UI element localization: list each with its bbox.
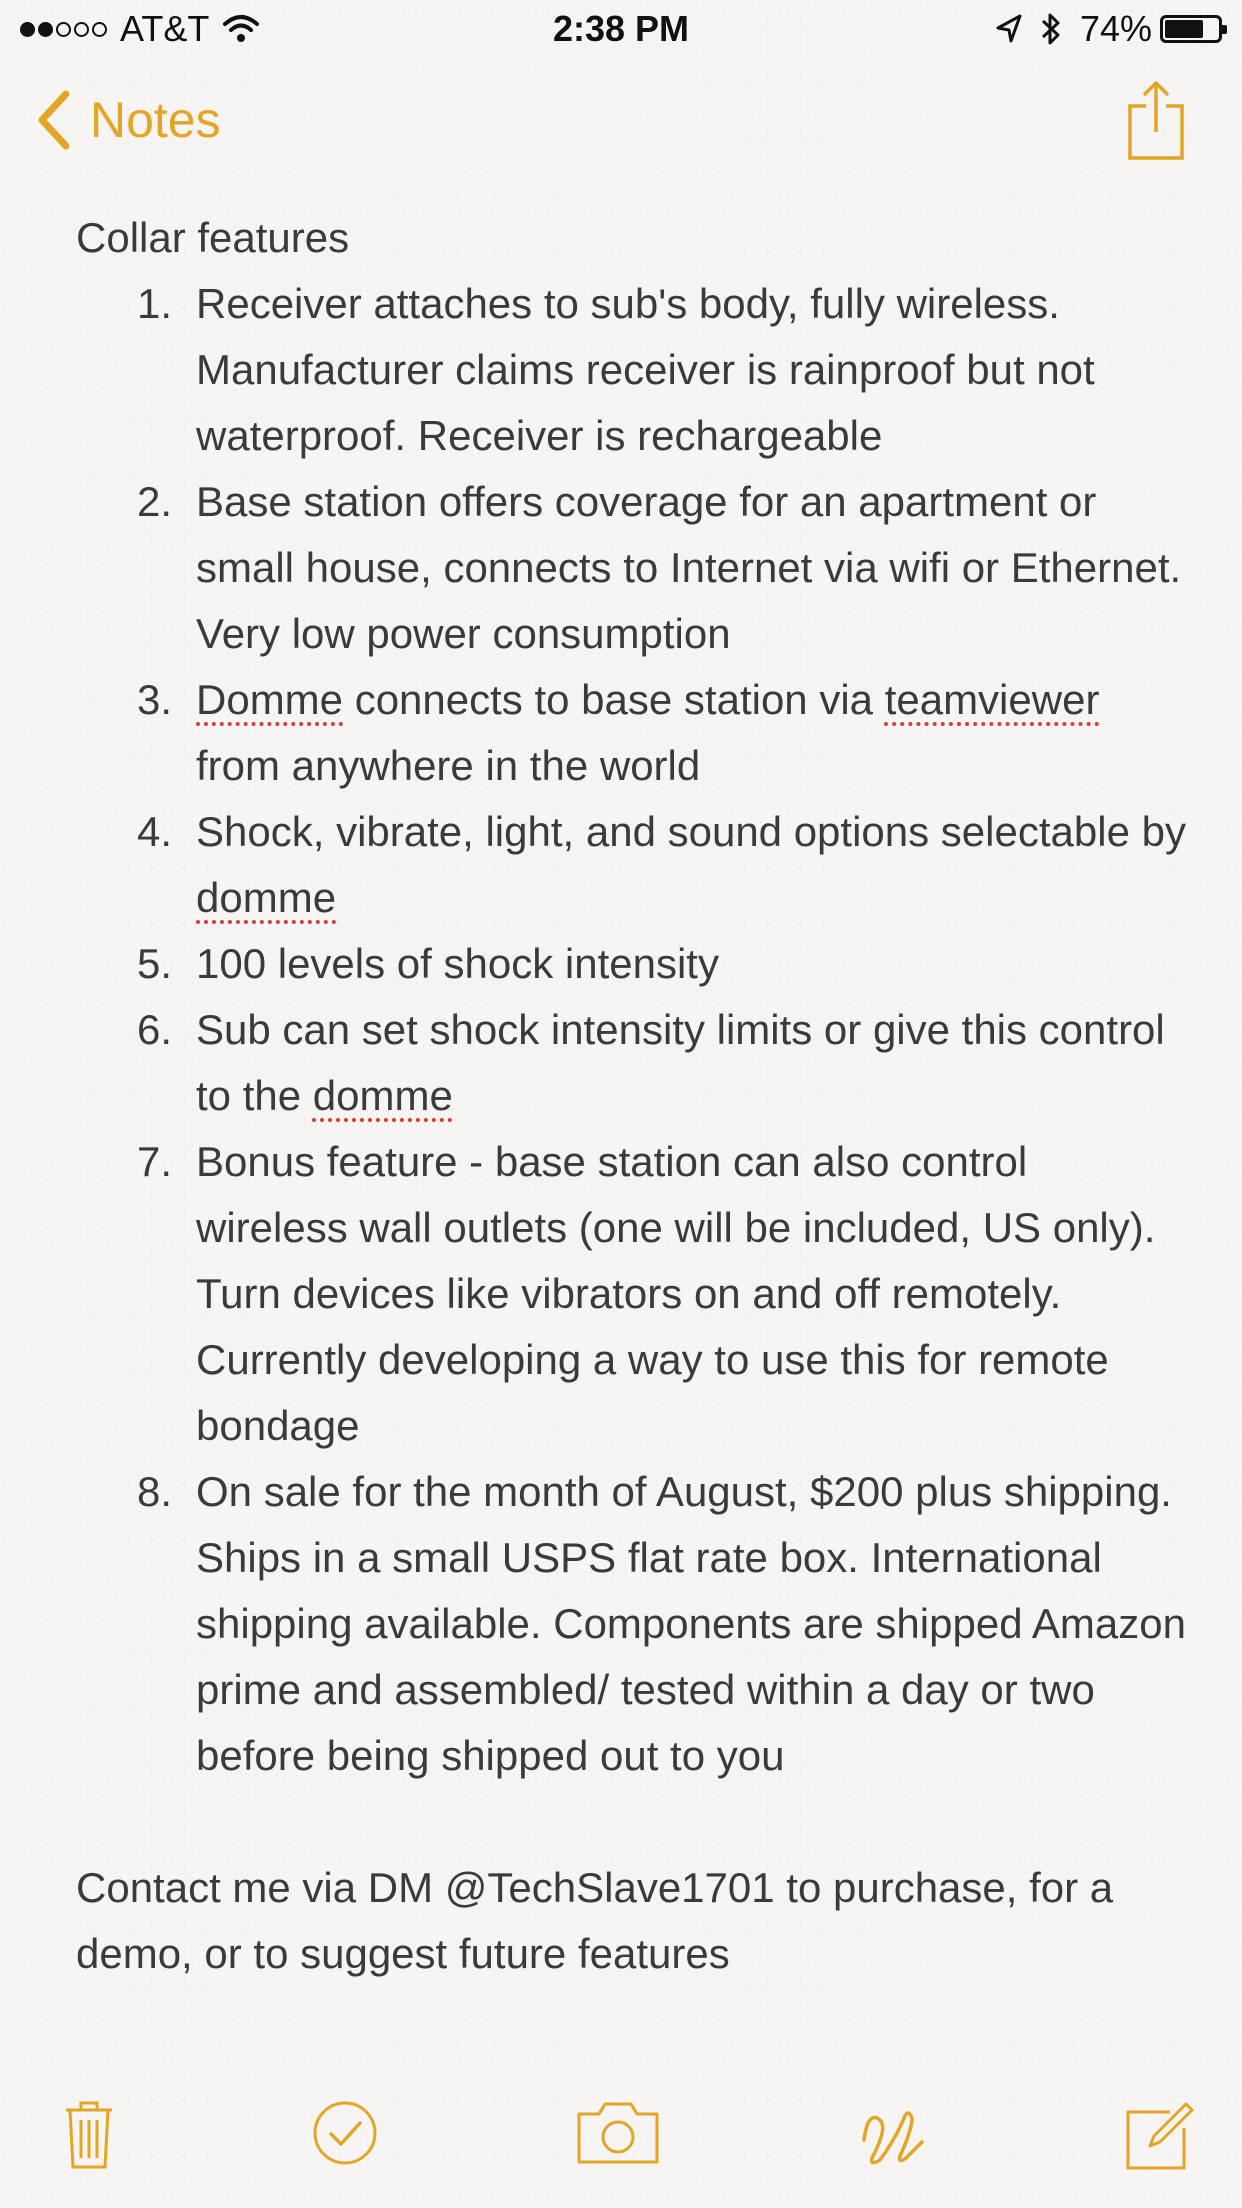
list-item-text (172, 667, 1186, 799)
misspelled-word[interactable]: domme (196, 874, 337, 921)
list-number (76, 271, 172, 469)
list-item (76, 667, 1186, 799)
share-button[interactable] (1126, 80, 1186, 167)
contact-paragraph: Contact me via DM @TechSlave1701 to purchase, for a demo, or to suggest future features (76, 1864, 1114, 1977)
list-item-text: 100 levels of shock intensity (196, 940, 719, 987)
note-title: Collar features (76, 214, 350, 261)
list-item (76, 799, 1186, 931)
checklist-icon (312, 2100, 378, 2166)
trash-icon (64, 2100, 114, 2170)
list-item-text: Receiver attaches to sub's body, fully wireless. Manufacturer claims receiver is rainproof but not waterproof. Receiver is rechargeable (196, 280, 1095, 459)
feature-list (76, 271, 1186, 1789)
note-body[interactable] (76, 205, 1186, 1987)
misspelled-word[interactable]: Domme (196, 676, 344, 723)
text-segment: Shock, vibrate, light, and sound options selectable by (196, 808, 1186, 855)
camera-button[interactable] (575, 2100, 661, 2171)
list-number (76, 1459, 172, 1789)
list-number-text: 1. (136, 280, 172, 327)
compose-icon (1124, 2100, 1196, 2172)
list-number-text: 6. (136, 1006, 172, 1053)
list-item-text (172, 799, 1186, 931)
battery-fill (1165, 20, 1203, 38)
list-number-text: 3. (136, 676, 172, 723)
list-item-text: On sale for the month of August, $200 plus shipping. Ships in a small USPS flat rate box. International shipping available. Components are shipped Amazon prime and assembled/ tested within a day or two before being shipped out to you (196, 1468, 1186, 1779)
list-item-text: Bonus feature - base station can also control wireless wall outlets (one will be included, US only). Turn devices like vibrators on and off remotely. Currently developing a way to use this for remote bondage (196, 1138, 1156, 1449)
list-number (76, 997, 172, 1129)
battery-icon (1160, 15, 1222, 43)
text-segment: from anywhere in the world (196, 742, 701, 789)
list-number-text: 7. (136, 1138, 172, 1185)
back-label: Notes (90, 92, 221, 148)
list-number (76, 931, 172, 997)
misspelled-word[interactable]: teamviewer (884, 676, 1100, 723)
list-item (76, 1129, 1186, 1459)
carrier-name: AT&T (120, 8, 210, 49)
list-number-text: 5. (136, 940, 172, 987)
chevron-left-icon (36, 90, 70, 150)
list-number-text: 8. (136, 1468, 172, 1515)
checklist-button[interactable] (312, 2100, 378, 2171)
camera-icon (575, 2100, 661, 2166)
share-icon (1126, 80, 1186, 162)
status-bar (0, 0, 1242, 60)
sketch-icon (858, 2100, 928, 2170)
list-number (76, 1129, 172, 1459)
list-item (76, 271, 1186, 469)
list-number-text: 4. (136, 808, 172, 855)
list-number (76, 469, 172, 667)
list-number-text: 2. (136, 478, 172, 525)
back-button[interactable] (36, 90, 221, 150)
delete-button[interactable] (64, 2100, 114, 2175)
status-time: 2:38 PM (552, 8, 690, 49)
list-item (76, 469, 1186, 667)
compose-button[interactable] (1124, 2100, 1196, 2177)
text-segment: Sub can set shock intensity limits or give this control to the (196, 1006, 1165, 1119)
bottom-toolbar (0, 2100, 1242, 2180)
list-item-text (172, 997, 1186, 1129)
status-right (994, 8, 1222, 50)
list-number (76, 667, 172, 799)
list-item-text: Base station offers coverage for an apartment or small house, connects to Internet via wifi or Ethernet. Very low power consumption (196, 478, 1182, 657)
misspelled-word[interactable]: domme (312, 1072, 453, 1119)
list-item (76, 997, 1186, 1129)
text-segment: connects to base station via (343, 676, 885, 723)
blank-line (76, 1789, 1186, 1855)
navigation-bar (0, 80, 1242, 170)
battery-cap (1222, 25, 1227, 34)
sketch-button[interactable] (858, 2100, 928, 2175)
list-number (76, 799, 172, 931)
bluetooth-icon (1040, 11, 1062, 47)
list-item (76, 931, 1186, 997)
battery-percent: 74% (1079, 8, 1152, 49)
location-icon (994, 12, 1024, 46)
list-item (76, 1459, 1186, 1789)
